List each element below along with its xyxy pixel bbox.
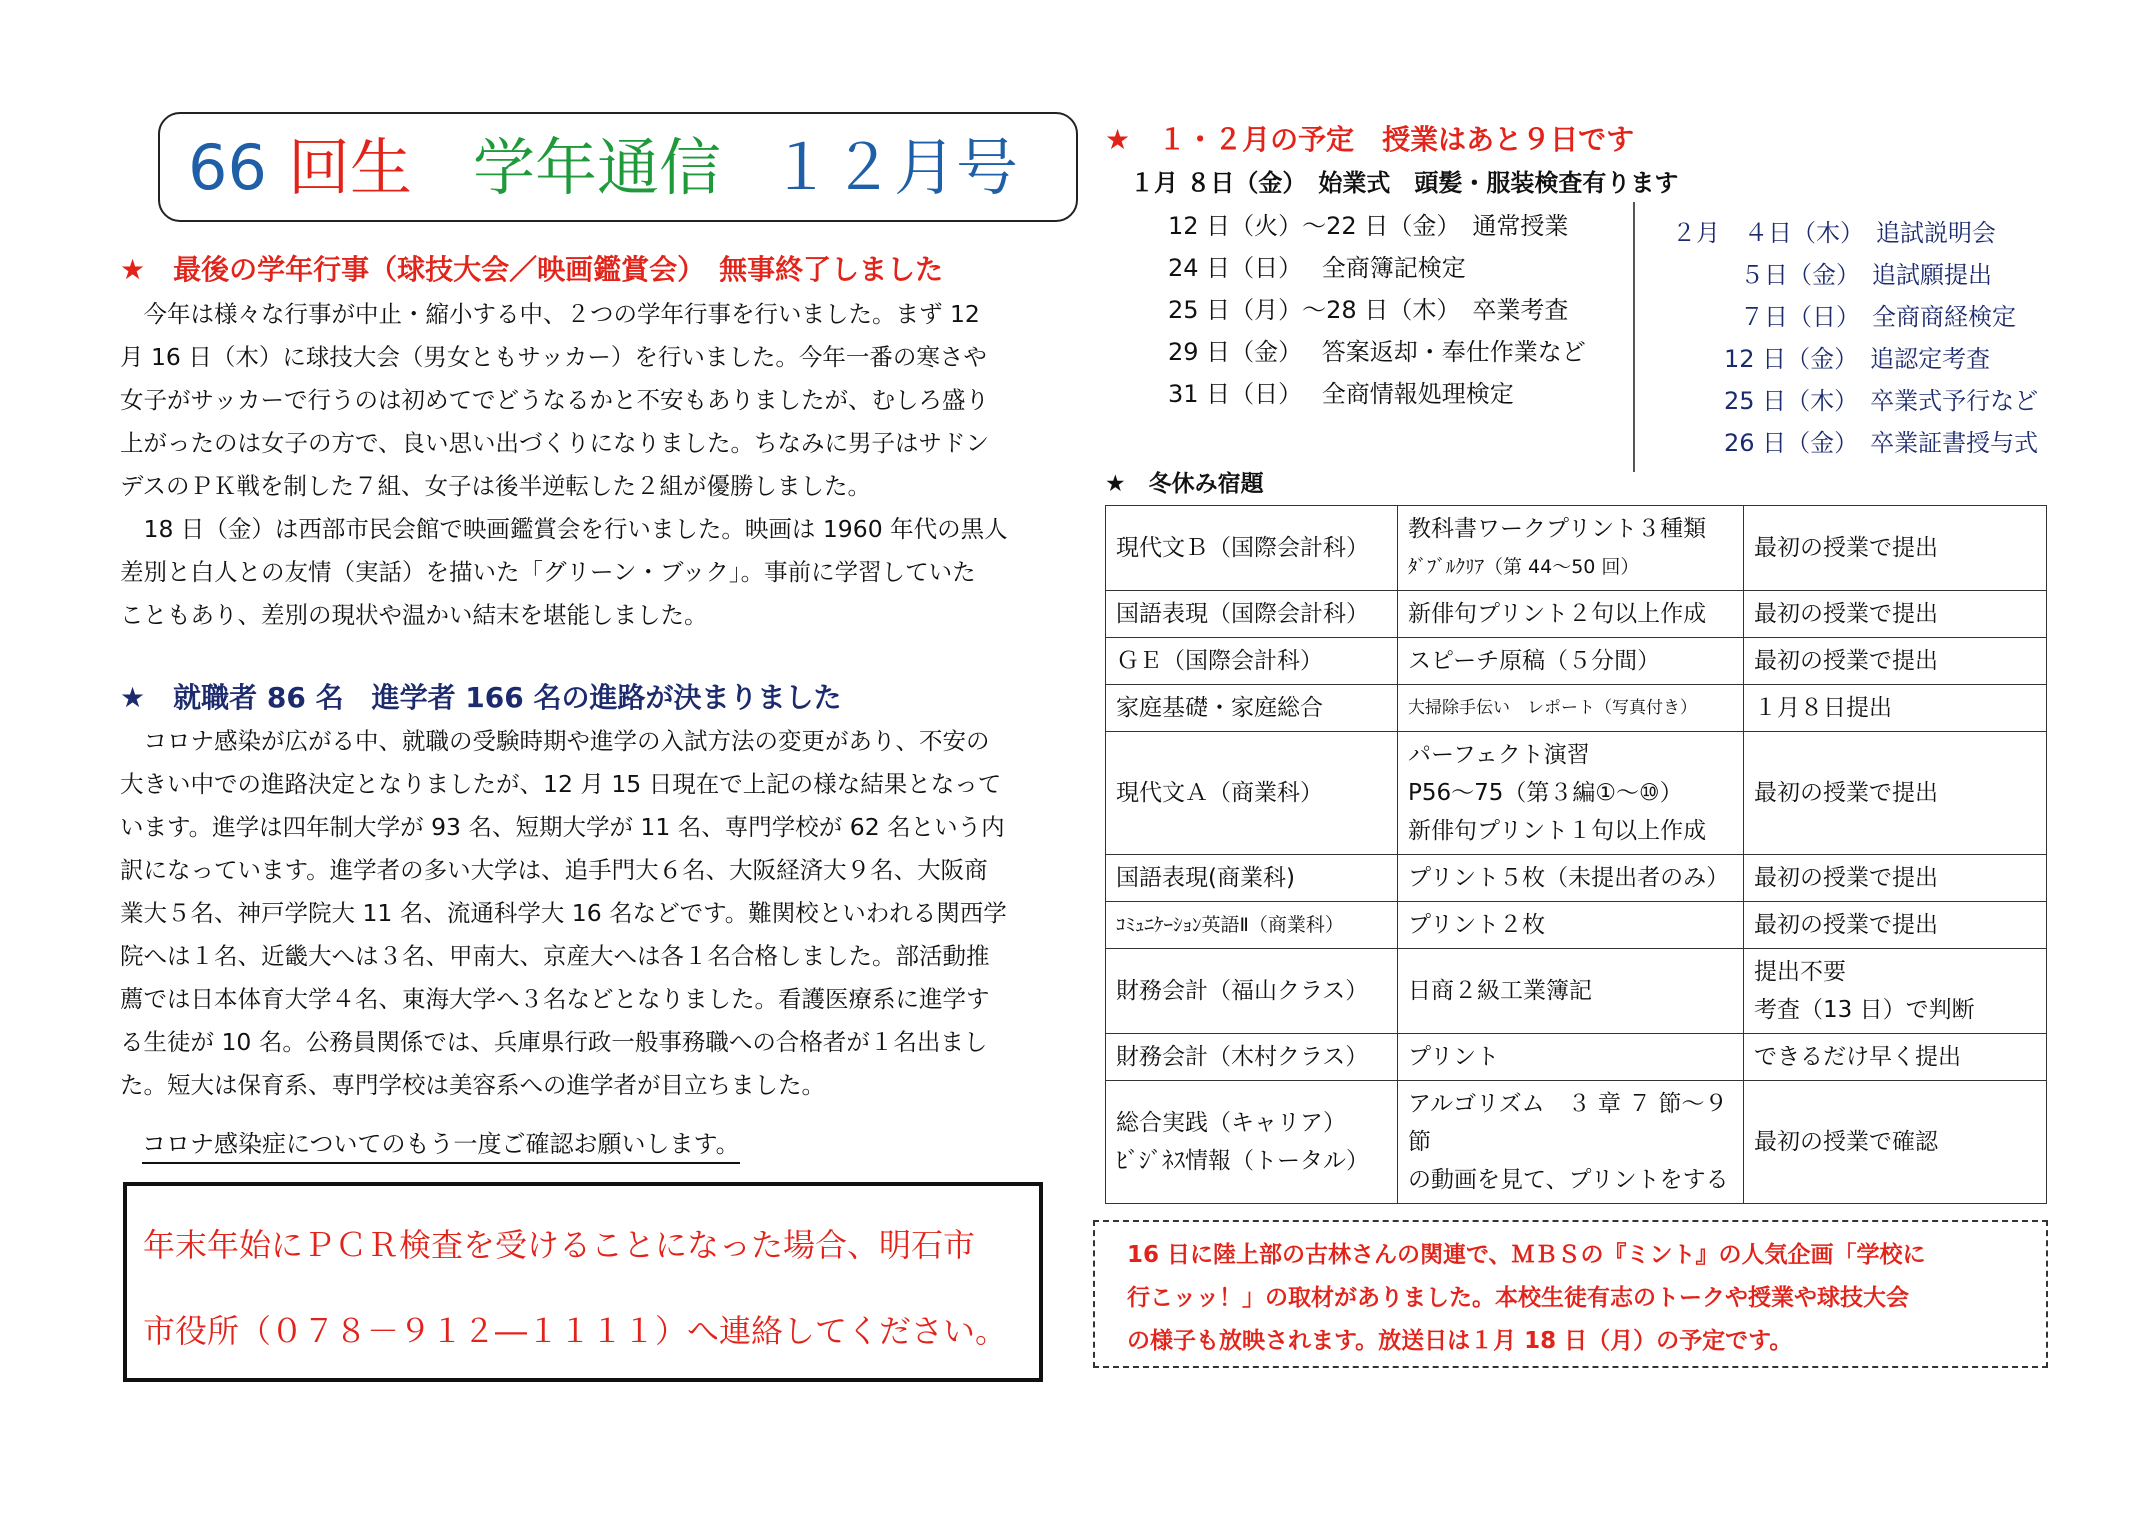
table-row [1106,1081,2047,1204]
hw-subject: 家庭基礎・家庭総合 [1106,685,1398,732]
schedule-feb-item: ７日（日） 全商商経検定 [1740,303,2016,331]
hw-task-line: パーフェクト演習 [1408,742,1590,768]
hw-task-line: 新俳句プリント１句以上作成 [1408,818,1707,844]
hw-due: 最初の授業で提出 [1744,506,2047,591]
schedule-jan-item: 31 日（日） 全商情報処理検定 [1168,380,1514,408]
newsletter-title-box [158,112,1078,222]
hw-subject: ＧＥ（国際会計科） [1106,638,1398,685]
career-heading: ★ 就職者 86 名 進学者 166 名の進路が決まりました [120,681,842,714]
hw-subject: 財務会計（福山クラス） [1106,949,1398,1034]
hw-task-line: アルゴリズム ３ 章 ７ 節～９節 [1408,1091,1728,1155]
hw-due: 最初の授業で提出 [1744,855,2047,902]
hw-task: スピーチ原稿（５分間） [1398,638,1744,685]
hw-subject-line: ﾋﾞｼﾞﾈｽ情報（トータル） [1116,1148,1369,1174]
hw-due: 最初の授業で提出 [1744,591,2047,638]
hw-subject: 国語表現(商業科) [1106,855,1398,902]
hw-due [1744,949,2047,1034]
hw-due: 最初の授業で提出 [1744,902,2047,949]
schedule-february-list [1672,212,2038,464]
title-issue: １２月号 [770,131,1019,204]
events-heading: ★ 最後の学年行事（球技大会／映画鑑賞会） 無事終了しました [120,253,944,286]
schedule-feb-item: 26 日（金） 卒業証書授与式 [1724,429,2039,457]
table-row [1106,1034,2047,1081]
hw-subject: 財務会計（木村クラス） [1106,1034,1398,1081]
hw-subject-line: 総合実践（キャリア） [1116,1110,1346,1136]
table-row [1106,506,2047,591]
hw-task: 大掃除手伝い レポート（写真付き） [1398,685,1744,732]
hw-task: 日商２級工業簿記 [1398,949,1744,1034]
schedule-jan-item: 24 日（日） 全商簿記検定 [1168,254,1466,282]
title-newsletter: 学年通信 [473,131,722,204]
hw-task [1398,1081,1744,1204]
schedule-feb-item: ２月 ４日（木） 追試説明会 [1672,219,1996,247]
events-body: 今年は様々な行事が中止・縮小する中、２つの学年行事を行いました。まず 12 月 16 日（木）に球技大会（男女ともサッカー）を行いました。今年一番の寒さや 女子がサッカーで行うのは初めてでどうなるかと不安もありましたが、むしろ盛り 上がったのは女子の方で、良い思い出づくりになりました。ちなみに男子はサドン デスのＰＫ戦を制した７組、女子は後半逆転した２組が優勝しました。 18 日（金）は西部市民会館で映画鑑賞会を行いました。映画は 1960 年代の黒人 差別と白人との友情（実話）を描いた「グリーン・ブック」。事前に学習していた こともあり、差別の現状や温かい結末を堪能しました。 [120,300,1008,629]
hw-task: プリント５枚（未提出者のみ） [1398,855,1744,902]
schedule-jan-item: 29 日（金） 答案返却・奉仕作業など [1168,338,1586,366]
hw-subject [1106,1081,1398,1204]
table-row [1106,732,2047,855]
table-row [1106,685,2047,732]
hw-subject: 現代文Ａ（商業科） [1106,732,1398,855]
schedule-feb-item: 25 日（木） 卒業式予行など [1724,387,2039,415]
homework-table [1105,505,2047,1204]
schedule-feb-item: ５日（金） 追試願提出 [1740,261,1992,289]
schedule-feb-item: 12 日（金） 追認定考査 [1724,345,1991,373]
mbs-notice-text: 16 日に陸上部の古林さんの関連で、ＭＢＳの『ミント』の人気企画「学校に 行こッッ！」の取材がありました。本校生徒有志のトークや授業や球技大会 の様子も放映されます。放送日は１月 18 日（月）の予定です。 [1127,1242,1926,1354]
hw-due-line: 提出不要 [1754,959,1846,985]
hw-task [1398,506,1744,591]
career-body: コロナ感染が広がる中、就職の受験時期や進学の入試方法の変更があり、不安の 大きい中での進路決定となりましたが、12 月 15 日現在で上記の様な結果となって います。進学は四年制大学が 93 名、短期大学が 11 名、専門学校が 62 名という内 訳になっています。進学者の多い大学は、追手門大６名、大阪経済大９名、大阪商 業大５名、神戸学院大 11 名、流通科学大 16 名などです。難関校といわれる関西学 院へは１名、近畿大へは３名、甲南大、京産大へは各１名合格しました。部活動推 薦では日本体育大学４名、東海大学へ３名などとなりました。看護医療系に進学す る生徒が 10 名。公務員関係では、兵庫県行政一般事務職への合格者が１名出まし た。短大は保育系、専門学校は美容系への進学者が目立ちました。 [120,727,1007,1099]
schedule-divider [1633,202,1635,472]
hw-due: 最初の授業で提出 [1744,732,2047,855]
covid-note: コロナ感染症についてのもう一度ご確認お願いします。 [142,1126,740,1164]
hw-subject: 現代文Ｂ（国際会計科） [1106,506,1398,591]
schedule-first-day: １月 ８日（金） 始業式 頭髪・服装検査有ります [1130,169,1679,197]
homework-heading: ★ 冬休み宿題 [1105,471,1264,497]
schedule-january-list [1168,205,1586,415]
hw-subject: ｺﾐｭﾆｹｰｼｮﾝ英語Ⅱ（商業科） [1106,902,1398,949]
schedule-jan-item: 12 日（火）～22 日（金） 通常授業 [1168,212,1569,240]
hw-task: プリント２枚 [1398,902,1744,949]
title-class-number: 66 [188,131,267,204]
table-row [1106,855,2047,902]
hw-due: できるだけ早く提出 [1744,1034,2047,1081]
title-class-suffix: 回生 [288,131,413,204]
hw-task [1398,732,1744,855]
table-row [1106,949,2047,1034]
hw-due: 最初の授業で確認 [1744,1081,2047,1204]
table-row [1106,902,2047,949]
schedule-jan-item: 25 日（月）～28 日（木） 卒業考査 [1168,296,1569,324]
hw-task: 新俳句プリント２句以上作成 [1398,591,1744,638]
pcr-notice-text: 年末年始にＰＣＲ検査を受けることになった場合、明石市 市役所（０７８－９１２―１１１１）へ連絡してください。 [143,1226,1008,1350]
hw-due-line: 考査（13 日）で判断 [1754,997,1975,1023]
hw-task-line: ﾀﾞﾌﾞﾙｸﾘｱ（第 44～50 回） [1408,556,1640,578]
hw-due: １月８日提出 [1744,685,2047,732]
table-row [1106,591,2047,638]
schedule-heading: ★ １・２月の予定 授業はあと９日です [1105,123,1635,156]
hw-task-line: P56～75（第３編①～⑩） [1408,780,1683,806]
table-row [1106,638,2047,685]
hw-task-line: の動画を見て、プリントをする [1408,1167,1729,1193]
hw-due: 最初の授業で提出 [1744,638,2047,685]
hw-subject: 国語表現（国際会計科） [1106,591,1398,638]
pcr-notice-box [123,1182,1043,1382]
mbs-notice-box [1093,1220,2048,1368]
hw-task: プリント [1398,1034,1744,1081]
hw-task-line: 教科書ワークプリント３種類 [1408,516,1707,542]
